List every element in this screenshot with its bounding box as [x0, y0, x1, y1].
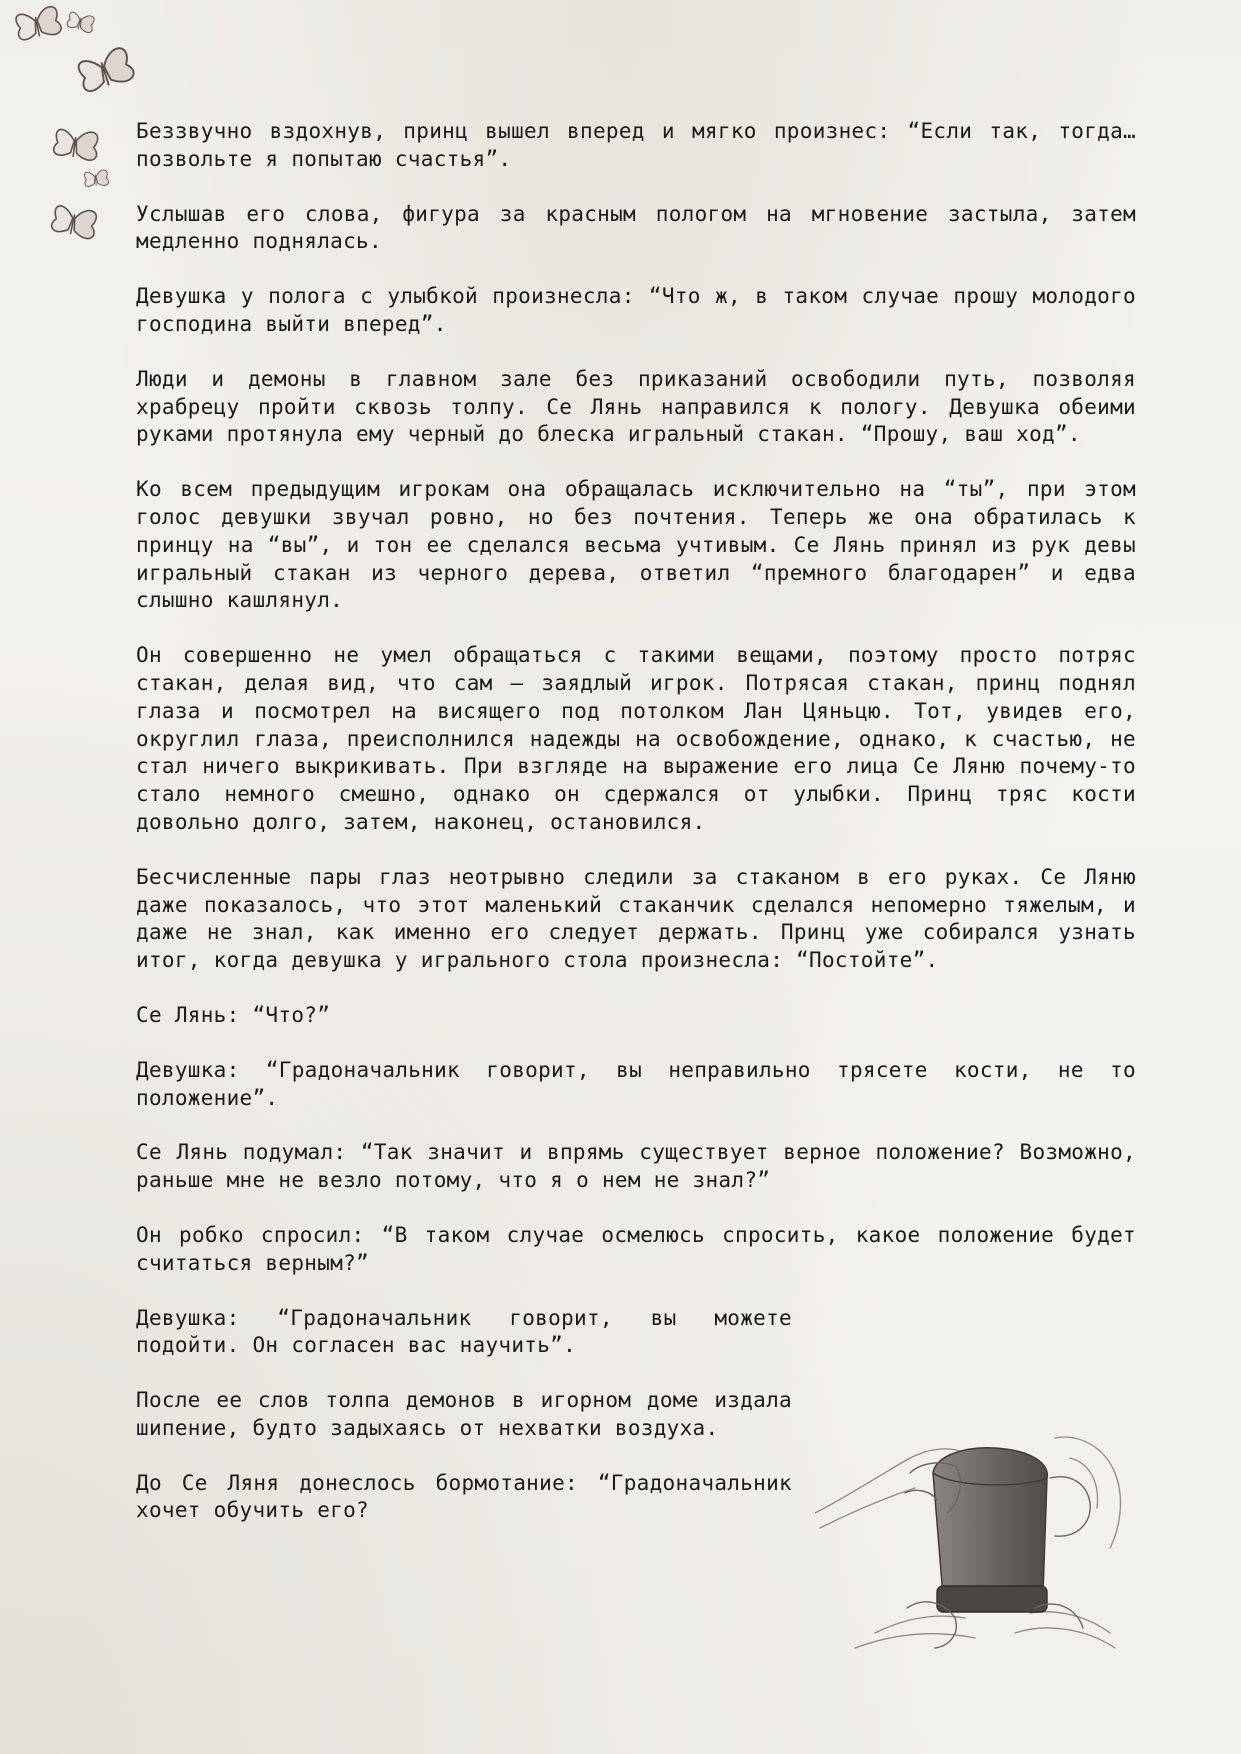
paragraph: Люди и демоны в главном зале без приказаний освободили путь, позволяя храбрецу пройти сквозь толпу. Се Лянь направился к пологу. Девушка обеими руками протянула ему черный до блеска игральный стакан. “Прошу, ваш ход”. [136, 366, 1136, 447]
paragraph: Услышав его слова, фигура за красным пологом на мгновение застыла, затем медленно поднялась. [136, 201, 1136, 254]
paragraph: Беззвучно вздохнув, принц вышел вперед и мягко произнес: “Если так, тогда… позвольте я попытаю счастья”. [136, 119, 1136, 171]
paragraph: Он совершенно не умел обращаться с такими вещами, поэтому просто потряс стакан, делая вид, что сам — заядлый игрок. Потрясая стакан, принц поднял глаза и посмотрел на висящего под потолком Лан Цяньцю. Тот, увидев его, округлил глаза, преисполнился надежды на освобождение, однако, к счастью, не стал ничего выкрикивать. При взгляде на выражение его лица Се Ляню почему-то стало немного смешно, однако он сдержался от улыбки. Принц тряс кости довольно долго, затем, наконец, остановился. [136, 643, 1136, 834]
paragraph: Девушка: “Градоначальник говорит, вы можете подойти. Он согласен вас научить”. [136, 1305, 792, 1358]
paragraph: Девушка у полога с улыбкой произнесла: “Что ж, в таком случае прошу молодого господина выйти вперед”. [136, 284, 1136, 336]
paragraph: После ее слов толпа демонов в игорном доме издала шипение, будто задыхаясь от нехватки воздуха. [136, 1388, 792, 1440]
paragraph: Бесчисленные пары глаз неотрывно следили за стаканом в его руках. Се Ляню даже показалось, что этот маленький стаканчик сделался непомерно тяжелым, и даже не знал, как именно его следует держать. Принц уже собирался узнать итог, когда девушка у игрального стола произнесла: “Постойте”. [136, 864, 1136, 973]
butterflies-icon [0, 0, 150, 260]
paragraph: Се Лянь подумал: “Так значит и впрямь существует верное положение? Возможно, раньше мне не везло потому, что я о нем не знал?” [136, 1140, 1136, 1193]
paragraph: До Се Ляня донеслось бормотание: “Градоначальник хочет обучить его? [136, 1470, 792, 1523]
paragraph: Се Лянь: “Что?” [136, 1002, 331, 1027]
paragraph: Девушка: “Градоначальник говорит, вы неправильно трясете кости, не то положение”. [136, 1057, 1136, 1110]
paragraph: Ко всем предыдущим игрокам она обращалась исключительно на “ты”, при этом голос девушки звучал ровно, но без почтения. Теперь же она обратилась к принцу на “вы”, и тон ее сделался весьма учтивым. Се Лянь принял из рук девы игральный стакан из черного дерева, ответил “премного благодарен” и едва слышно кашлянул. [136, 477, 1136, 613]
paragraph: Он робко спросил: “В таком случае осмелюсь спросить, какое положение будет считаться верным?” [136, 1222, 1136, 1275]
text-column [136, 118, 1136, 1552]
dice-cup-illustration [815, 1418, 1140, 1658]
